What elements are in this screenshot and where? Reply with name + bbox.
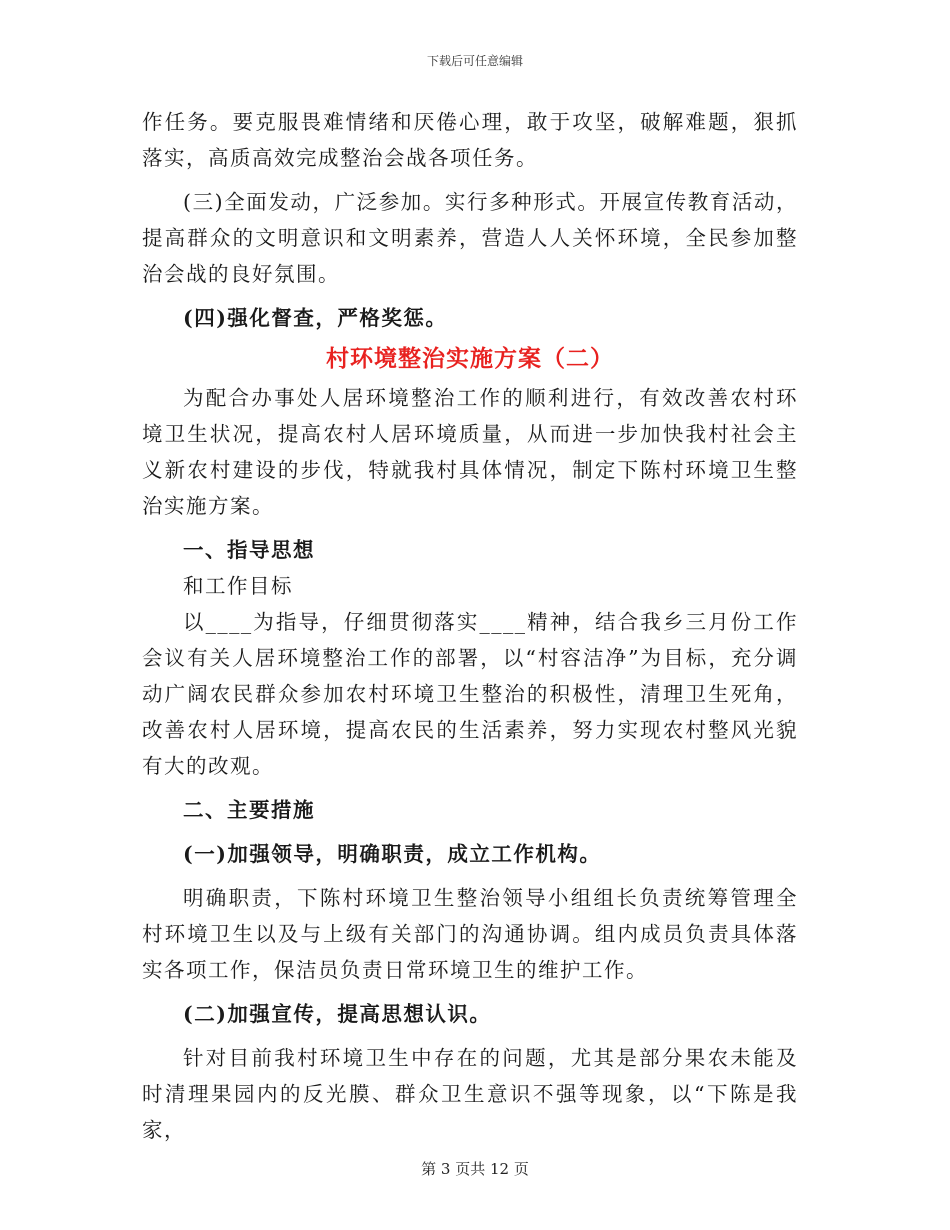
heading-main-measures: 二、主要措施 <box>183 798 315 822</box>
paragraph-continuation: 作任务。要克服畏难情绪和厌倦心理，敢于攻坚，破解难题，狠抓落实，高质高效完成整治会战各项任务。 <box>142 110 798 170</box>
paragraph-work-goal-label: 和工作目标 <box>183 574 293 598</box>
document-title: 村环境整治实施方案（二） <box>326 345 614 372</box>
paragraph-measure-1: 明确职责，下陈村环境卫生整治领导小组组长负责统筹管理全村环境卫生以及与上级有关部门的沟通协调。组内成员负责具体落实各项工作，保洁员负责日常环境卫生的维护工作。 <box>142 886 798 982</box>
document-body <box>142 104 798 1148</box>
page-header: 下载后可任意编辑 <box>426 54 523 68</box>
heading-measure-2: (二)加强宣传，提高思想认识。 <box>183 1002 492 1026</box>
paragraph-section-4-heading: (四)强化督查，严格奖惩。 <box>183 306 448 330</box>
paragraph-section-3: (三)全面发动，广泛参加。实行多种形式。开展宣传教育活动，提高群众的文明意识和文明素养，营造人人关怀环境，全民参加整治会战的良好氛围。 <box>142 190 798 286</box>
heading-measure-1: (一)加强领导，明确职责，成立工作机构。 <box>183 842 602 866</box>
page-footer: 第 3 页共 12 页 <box>421 1160 529 1178</box>
paragraph-intro: 为配合办事处人居环境整治工作的顺利进行，有效改善农村环境卫生状况，提高农村人居环境质量，从而进一步加快我村社会主义新农村建设的步伐，特就我村具体情况，制定下陈村环境卫生整治实施方案。 <box>142 386 798 518</box>
paragraph-guiding-text: 以____为指导，仔细贯彻落实____精神，结合我乡三月份工作会议有关人居环境整治工作的部署，以“村容洁净”为目标，充分调动广阔农民群众参加农村环境卫生整治的积极性，清理卫生死角，改善农村人居环境，提高农民的生活素养，努力实现农村整风光貌有大的改观。 <box>142 610 798 778</box>
paragraph-measure-2: 针对目前我村环境卫生中存在的问题，尤其是部分果农未能及时清理果园内的反光膜、群众卫生意识不强等现象，以“下陈是我家， <box>142 1046 798 1142</box>
heading-guiding-ideology: 一、指导思想 <box>183 538 315 562</box>
